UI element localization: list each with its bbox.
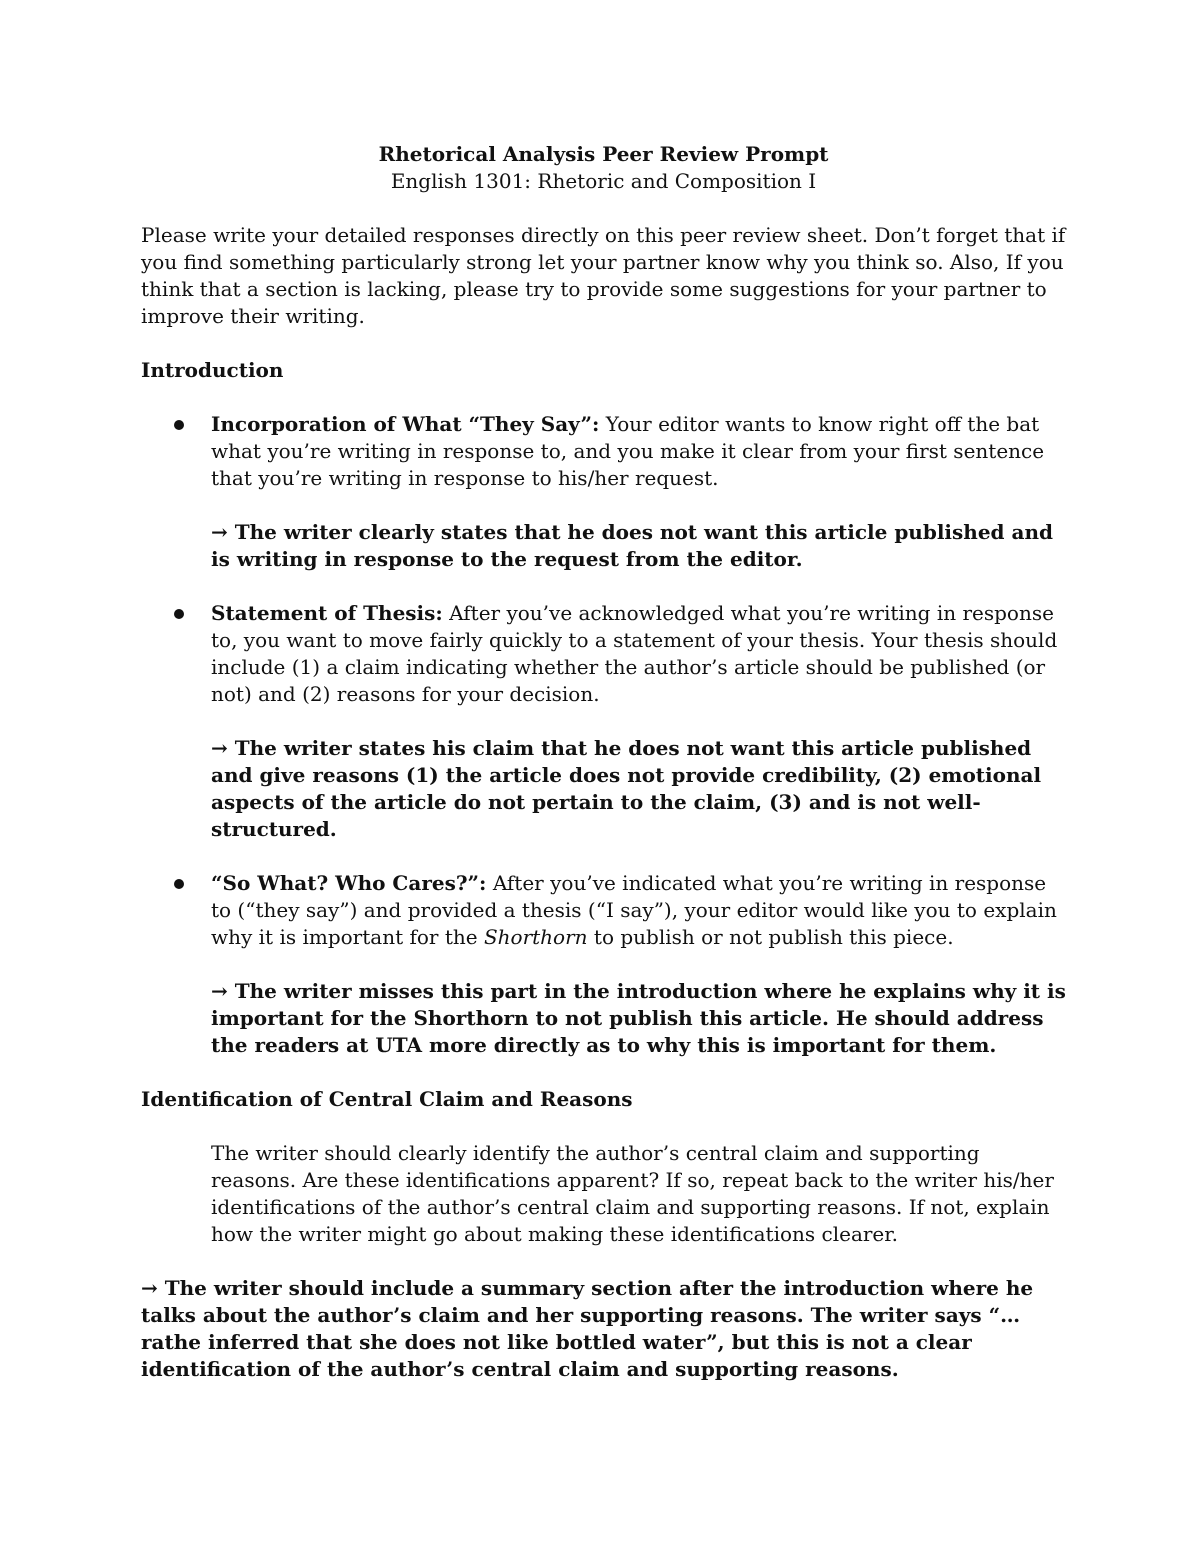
item-text: Your editor wants to know right off the bat what you’re writing in response to, and you make it clear from your first sentence that you’re writing in response to his/her request. bbox=[211, 412, 1045, 490]
intro-paragraph: Please write your detailed responses directly on this peer review sheet. Don’t forget that if you find something particularly strong let your partner know why you think so. Also, If you think that a section is lacking, please try to provide some suggestions for your partner to improve their writing. bbox=[141, 223, 1066, 328]
item-text-end: to publish or not publish this piece. bbox=[593, 925, 954, 949]
bullet-icon bbox=[174, 879, 184, 889]
item-body bbox=[211, 600, 1066, 708]
item-text-italic: Shorthorn bbox=[483, 925, 588, 949]
response-text: The writer misses this part in the introduction where he explains why it is important for the Shorthorn to not publish this article. He should address the readers at UTA more directly as to why this is important for them. bbox=[211, 979, 1066, 1057]
item-text: After you’ve acknowledged what you’re writing in response to, you want to move fairly quickly to a statement of your thesis. Your thesis should include (1) a claim indicating whether the author’s article should be published (or not) and (2) reasons for your decision. bbox=[211, 601, 1058, 706]
review-response bbox=[211, 519, 1066, 573]
list-item-incorporation bbox=[141, 411, 1066, 573]
arrow-right-icon: → bbox=[211, 520, 228, 544]
central-claim-heading: Identification of Central Claim and Reasons bbox=[141, 1087, 633, 1111]
document-page bbox=[141, 141, 1066, 1383]
list-item-so-what bbox=[141, 870, 1066, 1059]
review-response bbox=[211, 735, 1066, 843]
item-label: Statement of Thesis: bbox=[211, 601, 443, 625]
item-body bbox=[211, 870, 1066, 951]
item-text: After you’ve indicated what you’re writing in response to (“they say”) and provided a thesis (“I say”), your editor would like you to explain why it is important for the bbox=[211, 871, 1057, 949]
arrow-right-icon: → bbox=[211, 979, 228, 1003]
response-text: The writer clearly states that he does not want this article published and is writing in response to the request from the editor. bbox=[211, 520, 1053, 571]
item-label: Incorporation of What “They Say”: bbox=[211, 412, 600, 436]
central-claim-response bbox=[141, 1275, 1066, 1383]
item-body bbox=[211, 411, 1066, 492]
document-title: Rhetorical Analysis Peer Review Prompt bbox=[378, 142, 829, 166]
document-subtitle: English 1301: Rhetoric and Composition I bbox=[390, 169, 817, 193]
central-claim-text: The writer should clearly identify the author’s central claim and supporting reasons. Are these identifications apparent? If so, repeat back to the writer his/her identifications of the author’s central claim and supporting reasons. If not, explain how the writer might go about making these identifications clearer. bbox=[211, 1141, 1054, 1246]
bullet-icon bbox=[174, 609, 184, 619]
review-response bbox=[211, 978, 1066, 1059]
item-label: “So What? Who Cares?”: bbox=[211, 871, 487, 895]
arrow-right-icon: → bbox=[141, 1276, 158, 1300]
arrow-right-icon: → bbox=[211, 736, 228, 760]
introduction-heading: Introduction bbox=[141, 358, 284, 382]
bullet-icon bbox=[174, 420, 184, 430]
list-item-thesis bbox=[141, 600, 1066, 843]
response-text: The writer states his claim that he does not want this article published and give reasons (1) the article does not provide credibility, (2) emotional aspects of the article do not pertain to the claim, (3) and is not well-structured. bbox=[211, 736, 1042, 841]
response-text: The writer should include a summary section after the introduction where he talks about the author’s claim and her supporting reasons. The writer says “… rathe inferred that she does not like bottled water”, but this is not a clear identification of the author’s central claim and supporting reasons. bbox=[141, 1276, 1034, 1381]
